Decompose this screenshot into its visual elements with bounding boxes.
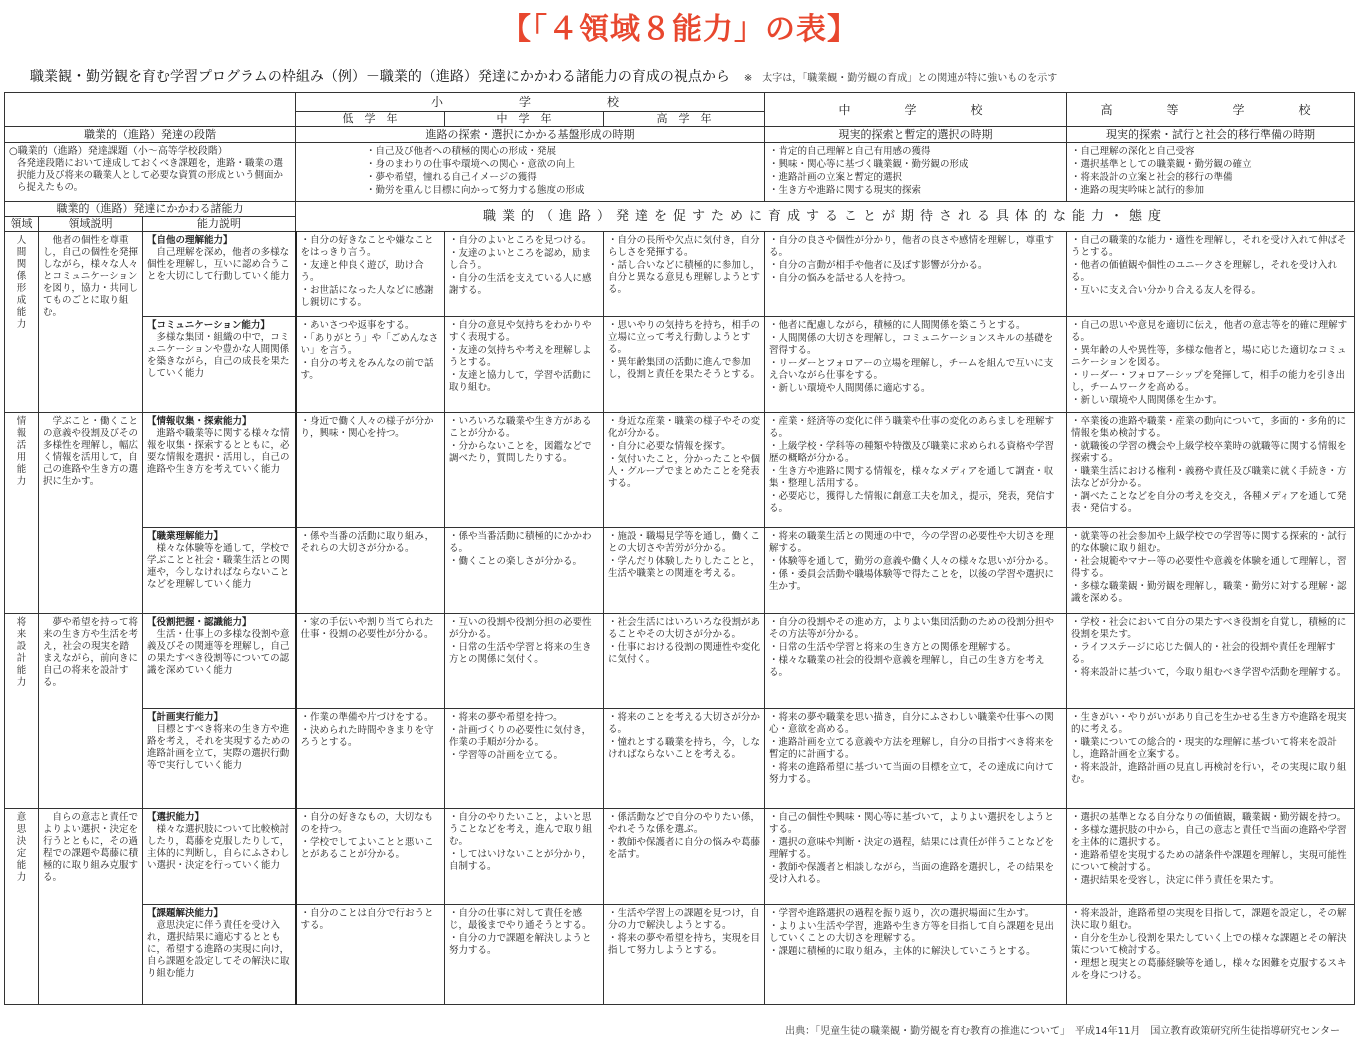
table-row bbox=[5, 809, 1355, 905]
list-item: ・就業等の社会参加や上級学校での学習等に関する探索的・試行的な体験に取り組む。 bbox=[1071, 531, 1347, 554]
list-item: ・将来設計，進路希望の実現を目指して，課題を設定し，その解決に取り組む。 bbox=[1071, 908, 1347, 931]
list-item: ・理想と現実との葛藤経験等を通し，様々な困難を克服するスキルを身につける。 bbox=[1071, 958, 1347, 981]
list-item: ・話し合いなどに積極的に参加し，自分と異なる意見も理解しようとする。 bbox=[608, 260, 761, 295]
list-item: ・友達と協力して，学習や活動に取り組む。 bbox=[449, 370, 592, 393]
list-item: ・作業の準備や片づけをする。 bbox=[300, 712, 434, 723]
list-item: ・お世話になった人などに感謝し親切にする。 bbox=[300, 285, 434, 308]
list-item: ・社会規範やマナー等の必要性や意義を体験を通して理解し，習得する。 bbox=[1071, 556, 1347, 579]
list-item: ・係や当番活動に積極的にかかわる。 bbox=[449, 531, 592, 554]
list-item: ・必要応じ，獲得した情報に創意工夫を加え，提示，発表，発信する。 bbox=[769, 491, 1055, 514]
list-item: ・分からないことを，図鑑などで調べたり，質問したりする。 bbox=[449, 441, 592, 464]
list-item: ・日常の生活や学習と将来の生き方との関係に気付く。 bbox=[449, 642, 592, 665]
domain-description: 学ぶこと・働くことの意義や役割及びその多様性を理解し，幅広く情報を活用して，自己の進路や生き方の選択に生かす。 bbox=[39, 413, 143, 614]
list-item: ・決められた時間やきまりを守ろうとする。 bbox=[300, 725, 434, 748]
list-item: ・自分のやりたいこと，よいと思うことなどを考え，進んで取り組む。 bbox=[449, 812, 593, 847]
competency-cell-middle bbox=[445, 905, 604, 1005]
list-item: ・選択の基準となる自分なりの価値観，職業観・勤労観を持つ。 bbox=[1071, 812, 1347, 823]
ability-text: 目標とすべき将来の生き方や進路を考え，それを実現するための進路計画を立て，実際の選択行動等で実行していく能力 bbox=[147, 724, 291, 771]
list-item: ・身のまわりの仕事や環境への関心・意欲の向上 bbox=[366, 159, 576, 170]
competency-cell-lower bbox=[296, 232, 445, 317]
ability-description bbox=[143, 809, 296, 905]
list-item: ・将来のことを考える大切さが分かる。 bbox=[608, 712, 761, 735]
competency-cell-middle bbox=[445, 317, 604, 413]
list-item: ・様々な職業の社会的役割や意義を理解し，自己の生き方を考える。 bbox=[769, 655, 1045, 678]
competency-cell-senior bbox=[1067, 317, 1355, 413]
ability-text: 多様な集団・組織の中で，コミュニケーションや豊かな人間関係を築きながら，自己の成長を果たしていく能力 bbox=[147, 332, 290, 379]
list-item: ・職業についての総合的・現実的な理解に基づいて将来を設計し，進路計画を立案する。 bbox=[1071, 737, 1337, 760]
page-subtitle bbox=[30, 66, 1350, 86]
ability-text: 様々な体験等を通して，学校で学ぶことと社会・職業生活との関連や，今しなければならないことなどを理解していく能力 bbox=[147, 543, 290, 590]
list-item: ・自分の長所や欠点に気付き，自分らしさを発揮する。 bbox=[608, 235, 760, 258]
competency-cell-senior bbox=[1067, 413, 1355, 528]
ability-title: 【自他の理解能力】 bbox=[147, 235, 233, 246]
list-item: ・選択の意味や判断・決定の過程，結果には責任が伴うことなどを理解する。 bbox=[769, 837, 1055, 860]
list-item: ・家の手伝いや割り当てられた仕事・役割の必要性が分かる。 bbox=[300, 617, 434, 640]
domain-name: 人 間 関 係 形 成 能 力 bbox=[5, 232, 39, 413]
header-blank bbox=[5, 93, 296, 127]
list-item: ・友達と仲良く遊び，助け合う。 bbox=[300, 260, 424, 283]
table-row bbox=[5, 528, 1355, 614]
competency-cell-junior bbox=[765, 528, 1067, 614]
ability-title: 【計画実行能力】 bbox=[147, 712, 224, 723]
page-title: 【「４領域８能力」の表】 bbox=[501, 12, 858, 47]
domain-description: 他者の個性を尊重し，自己の個性を発揮しながら，様々な人々とコミュニケーションを図り，協力・共同してものごとに取り組む。 bbox=[39, 232, 143, 413]
list-item: ・自分の意見や気持ちをわかりやすく表現する。 bbox=[449, 320, 592, 343]
header-middle-grade: 中 学 年 bbox=[445, 112, 604, 127]
list-item: ・勤労を重んじ目標に向かって努力する態度の形成 bbox=[366, 185, 585, 196]
competency-cell-senior bbox=[1067, 528, 1355, 614]
table-row bbox=[5, 614, 1355, 709]
header-lower-grade: 低 学 年 bbox=[296, 112, 445, 127]
competency-cell-middle bbox=[445, 232, 604, 317]
framework-table bbox=[4, 92, 1355, 1005]
competency-cell-middle bbox=[445, 413, 604, 528]
list-item: ・学習や進路選択の過程を振り返り，次の選択場面に生かす。 bbox=[769, 908, 1035, 919]
list-item: ・施設・職場見学等を通し，働くことの大切さや苦労が分かる。 bbox=[608, 531, 761, 554]
competency-cell-senior bbox=[1067, 614, 1355, 709]
task-label: ○職業的（進路）発達課題（小〜高等学校段階） bbox=[9, 146, 228, 157]
list-item: ・計画づくりの必要性に気付き，作業の手順が分かる。 bbox=[449, 725, 592, 748]
competency-cell-junior bbox=[765, 709, 1067, 809]
list-item: ・自分を生かし役割を果たしていく上での様々な課題とその解決策について検討する。 bbox=[1071, 933, 1347, 956]
competency-cell-upper bbox=[604, 232, 765, 317]
ability-description bbox=[143, 317, 296, 413]
list-item: ・「ありがとう」や「ごめんなさい」を言う。 bbox=[300, 333, 439, 356]
list-item: ・将来の夢や希望を持つ。 bbox=[449, 712, 563, 723]
competency-cell-lower bbox=[296, 413, 445, 528]
list-item: ・卒業後の進路や職業・産業の動向について，多面的・多角的に情報を集め検討する。 bbox=[1071, 416, 1347, 439]
task-desc: 各発達段階において達成しておくべき課題を，進路・職業の選択能力及び将来の職業人として必要な資質の形成という側面から捉えたもの。 bbox=[17, 158, 284, 193]
list-item: ・進路計画を立てる意義や方法を理解し，自分の目指すべき将来を暫定的に計画する。 bbox=[769, 737, 1054, 760]
ability-description bbox=[143, 413, 296, 528]
list-item: ・憧れとする職業を持ち，今，しなければならないことを考える。 bbox=[608, 737, 761, 760]
list-item: ・互いの役割や役割分担の必要性が分かる。 bbox=[449, 617, 592, 640]
list-item: ・興味・関心等に基づく職業観・勤労観の形成 bbox=[769, 159, 969, 170]
list-item: ・将来設計に基づいて，今取り組むべき学習や活動を理解する。 bbox=[1071, 667, 1347, 678]
list-item: ・学んだり体験したりしたことと，生活や職業との関連を考える。 bbox=[608, 556, 761, 579]
table-row bbox=[5, 232, 1355, 317]
stage-junior: 現実的探索と暫定的選択の時期 bbox=[765, 127, 1067, 143]
list-item: ・新しい環境や人間関係を生かす。 bbox=[1071, 395, 1223, 406]
competency-cell-junior bbox=[765, 905, 1067, 1005]
ability-title: 【課題解決能力】 bbox=[147, 908, 224, 919]
list-item: ・教師や保護者に自分の悩みや葛藤を話す。 bbox=[608, 837, 761, 860]
list-item: ・自分に必要な情報を探す。 bbox=[608, 441, 731, 452]
list-item: ・多様な職業観・勤労観を理解し，職業・勤労に対する理解・認識を深める。 bbox=[1071, 581, 1347, 604]
ability-description bbox=[143, 528, 296, 614]
ability-description bbox=[143, 232, 296, 317]
list-item: ・係や当番の活動に取り組み，それらの大切さが分かる。 bbox=[300, 531, 435, 554]
list-item: ・生活や学習上の課題を見つけ，自分の力で解決しようとする。 bbox=[608, 908, 760, 931]
abilities-label: 職業的（進路）発達にかかわる諸能力 bbox=[5, 202, 296, 217]
table-row bbox=[5, 709, 1355, 809]
ability-desc-col-header: 能力説明 bbox=[143, 217, 296, 232]
competency-cell-junior bbox=[765, 413, 1067, 528]
abilities-banner: 職業的（進路）発達を促すために育成することが期待される具体的な能力・態度 bbox=[296, 202, 1355, 232]
ability-text: 進路や職業等に関する様々な情報を収集・探索するとともに，必要な情報を選択・活用し，自己の進路や生き方を考えていく能力 bbox=[147, 428, 290, 475]
list-item: ・体験等を通して，勤労の意義や働く人々の様々な思いが分かる。 bbox=[769, 556, 1054, 567]
competency-cell-lower bbox=[296, 317, 445, 413]
list-item: ・自分の悩みを話せる人を持つ。 bbox=[769, 273, 912, 284]
list-item: ・あいさつや返事をする。 bbox=[300, 320, 415, 331]
list-item: ・自分の考えをみんなの前で話す。 bbox=[300, 358, 434, 381]
domain-desc-col-header: 領域説明 bbox=[39, 217, 143, 232]
list-item: ・産業・経済等の変化に伴う職業や仕事の変化のあらましを理解する。 bbox=[769, 416, 1055, 439]
ability-title: 【情報収集・探索能力】 bbox=[147, 416, 252, 427]
table-row bbox=[5, 413, 1355, 528]
competency-cell-senior bbox=[1067, 905, 1355, 1005]
task-junior bbox=[765, 143, 1067, 202]
list-item: ・友達の気持ちや考えを理解しようとする。 bbox=[449, 345, 592, 368]
domain-description: 自らの意志と責任でよりよい選択・決定を行うとともに，その過程での課題や葛藤に積極的に取り組み克服する。 bbox=[39, 809, 143, 1005]
list-item: ・多様な選択肢の中から，自己の意志と責任で当面の進路や学習を主体的に選択する。 bbox=[1071, 825, 1347, 848]
competency-cell-lower bbox=[296, 709, 445, 809]
competency-cell-lower bbox=[296, 905, 445, 1005]
list-item: ・自分の生活を支えている人に感謝する。 bbox=[449, 273, 592, 296]
competency-cell-upper bbox=[604, 317, 765, 413]
list-item: ・進路の現実吟味と試行的参加 bbox=[1071, 185, 1205, 196]
ability-description bbox=[143, 614, 296, 709]
task-cell bbox=[5, 143, 296, 202]
competency-cell-upper bbox=[604, 614, 765, 709]
list-item: ・ライフステージに応じた個人的・社会的役割や責任を理解する。 bbox=[1071, 642, 1336, 665]
list-item: ・進路希望を実現するための諸条件や課題を理解し，実現可能性について検討する。 bbox=[1071, 850, 1347, 873]
list-item: ・職業生活における権利・義務や責任及び職業に就く手続き・方法などが分かる。 bbox=[1071, 466, 1347, 489]
table-row bbox=[5, 905, 1355, 1005]
list-item: ・将来の夢や職業を思い描き，自分にふさわしい職業や仕事への関心・意欲を高める。 bbox=[769, 712, 1054, 735]
list-item: ・生きがい・やりがいがあり自己を生かせる生き方や進路を現実的に考える。 bbox=[1071, 712, 1347, 735]
list-item: ・将来の職業生活との関連の中で，今の学習の必要性や大切さを理解する。 bbox=[769, 531, 1054, 554]
competency-cell-lower bbox=[296, 614, 445, 709]
list-item: ・将来設計，進路計画の見直し再検討を行い，その実現に取り組む。 bbox=[1071, 762, 1347, 785]
list-item: ・将来設計の立案と社会的移行の準備 bbox=[1071, 172, 1233, 183]
list-item: ・互いに支え合い分かり合える友人を得る。 bbox=[1071, 285, 1262, 296]
list-item: ・課題に積極的に取り組み，主体的に解決していこうとする。 bbox=[769, 946, 1036, 957]
stage-label: 職業的（進路）発達の段階 bbox=[5, 127, 296, 143]
competency-cell-middle bbox=[445, 614, 604, 709]
domain-name: 将 来 設 計 能 力 bbox=[5, 614, 39, 809]
list-item: ・生き方や進路に関する情報を，様々なメディアを通して調査・収集・整理し活用する。 bbox=[769, 466, 1054, 489]
ability-title: 【コミュニケーション能力】 bbox=[147, 320, 270, 331]
list-item: ・リーダーとフォロアーの立場を理解し，チームを組んで互いに支え合いながら仕事をする。 bbox=[769, 358, 1054, 381]
domain-name: 意 思 決 定 能 力 bbox=[5, 809, 39, 1005]
competency-cell-upper bbox=[604, 709, 765, 809]
header-junior: 中 学 校 bbox=[765, 93, 1067, 127]
task-elementary bbox=[296, 143, 765, 202]
list-item: ・友達のよいところを認め，励まし合う。 bbox=[449, 248, 592, 271]
list-item: ・夢や希望，憧れる自己イメージの獲得 bbox=[366, 172, 537, 183]
domain-name: 情 報 活 用 能 力 bbox=[5, 413, 39, 614]
list-item: ・異年齢の人や異性等，多様な他者と，場に応じた適切なコミュニケーションを図る。 bbox=[1071, 345, 1347, 368]
header-upper-grade: 高 学 年 bbox=[604, 112, 765, 127]
competency-cell-upper bbox=[604, 809, 765, 905]
table-row bbox=[5, 317, 1355, 413]
stage-elementary: 進路の探索・選択にかかる基盤形成の時期 bbox=[296, 127, 765, 143]
ability-title: 【役割把握・認識能力】 bbox=[147, 617, 252, 628]
domain-description: 夢や希望を持って将来の生き方や生活を考え，社会の現実を踏まえながら，前向きに自己の将来を設計する。 bbox=[39, 614, 143, 809]
task-senior bbox=[1067, 143, 1355, 202]
list-item: ・自分の仕事に対して責任を感じ，最後までやり通そうとする。 bbox=[449, 908, 592, 931]
list-item: ・いろいろな職業や生き方があることが分かる。 bbox=[449, 416, 592, 439]
list-item: ・新しい環境や人間関係に適応する。 bbox=[769, 383, 931, 394]
competency-cell-senior bbox=[1067, 232, 1355, 317]
list-item: ・係活動などで自分のやりたい係，やれそうな係を選ぶ。 bbox=[608, 812, 761, 835]
list-item: ・自己の個性や興味・関心等に基づいて，よりよい選択をしようとする。 bbox=[769, 812, 1054, 835]
competency-cell-junior bbox=[765, 614, 1067, 709]
list-item: ・選択基準としての職業観・勤労観の確立 bbox=[1071, 159, 1252, 170]
header-senior: 高 等 学 校 bbox=[1067, 93, 1355, 127]
list-item: ・自己の職業的な能力・適性を理解し，それを受け入れて伸ばそうとする。 bbox=[1071, 235, 1347, 258]
list-item: ・調べたことなどを自分の考えを交え，各種メディアを通して発表・発信する。 bbox=[1071, 491, 1347, 514]
list-item: ・自分のよいところを見つける。 bbox=[449, 235, 592, 246]
ability-text: 自己理解を深め，他者の多様な個性を理解し，互いに認め合うことを大切にして行動していく能力 bbox=[147, 247, 290, 282]
source-footer: 出典：「児童生徒の職業観・勤労観を育む教育の推進について」 平成14年11月 国立教育政策研究所生徒指導研究センター bbox=[785, 1026, 1340, 1037]
competency-cell-junior bbox=[765, 809, 1067, 905]
competency-cell-senior bbox=[1067, 809, 1355, 905]
list-item: ・選択結果を受容し，決定に伴う責任を果たす。 bbox=[1071, 875, 1280, 886]
domain-col-header: 領域 bbox=[5, 217, 39, 232]
list-item: ・自分の役割やその進め方，よりよい集団活動のための役割分担やその方法等が分かる。 bbox=[769, 617, 1055, 640]
list-item: ・生き方や進路に関する現実的探索 bbox=[769, 185, 922, 196]
list-item: ・上級学校・学科等の種類や特徴及び職業に求められる資格や学習歴の概略が分かる。 bbox=[769, 441, 1055, 464]
list-item: ・学校・社会において自分の果たすべき役割を自覚し，積極的に役割を果たす。 bbox=[1071, 617, 1347, 640]
list-item: ・他者に配慮しながら，積極的に人間関係を築こうとする。 bbox=[769, 320, 1026, 331]
list-item: ・就職後の学習の機会や上級学校卒業時の就職等に関する情報を探索する。 bbox=[1071, 441, 1347, 464]
list-item: ・係・委員会活動や職場体験等で得たことを，以後の学習や選択に生かす。 bbox=[769, 569, 1055, 592]
ability-text: 生活・仕事上の多様な役割や意義及びその関連等を理解し，自己の果たすべき役割等についての認識を深めていく能力 bbox=[147, 629, 290, 676]
competency-cell-upper bbox=[604, 413, 765, 528]
ability-text: 様々な選択肢について比較検討したり，葛藤を克服したりして，主体的に判断し，自らにふさわしい選択・決定を行っていく能力 bbox=[147, 824, 290, 871]
list-item: ・自分の言動が相手や他者に及ぼす影響が分かる。 bbox=[769, 260, 988, 271]
competency-cell-middle bbox=[445, 709, 604, 809]
list-item: ・してはいけないことが分かり，自制する。 bbox=[449, 849, 592, 872]
list-item: ・人間関係の大切さを理解し，コミュニケーションスキルの基礎を習得する。 bbox=[769, 333, 1054, 356]
list-item: ・異年齢集団の活動に進んで参加し，役割と責任を果たそうとする。 bbox=[608, 357, 761, 380]
list-item: ・仕事における役割の関連性や変化に気付く。 bbox=[608, 642, 761, 665]
header-elementary: 小 学 校 bbox=[296, 93, 765, 112]
competency-cell-junior bbox=[765, 232, 1067, 317]
list-item: ・自分の好きなもの，大切なものを持つ。 bbox=[300, 812, 434, 835]
stage-senior: 現実的探索・試行と社会的移行準備の時期 bbox=[1067, 127, 1355, 143]
competency-cell-junior bbox=[765, 317, 1067, 413]
list-item: ・自己及び他者への積極的関心の形成・発展 bbox=[366, 146, 557, 157]
competency-cell-upper bbox=[604, 528, 765, 614]
list-item: ・他者の価値観や個性のユニークさを理解し，それを受け入れる。 bbox=[1071, 260, 1338, 283]
list-item: ・肯定的自己理解と自己有用感の獲得 bbox=[769, 146, 931, 157]
list-item: ・進路計画の立案と暫定的選択 bbox=[769, 172, 903, 183]
list-item: ・学校でしてよいことと悪いことがあることが分かる。 bbox=[300, 837, 434, 860]
list-item: ・身近な産業・職業の様子やその変化が分かる。 bbox=[608, 416, 761, 439]
list-item: ・自分のことは自分で行おうとする。 bbox=[300, 908, 434, 931]
list-item: ・思いやりの気持ちを持ち，相手の立場に立って考え行動しようとする。 bbox=[608, 320, 761, 355]
competency-cell-lower bbox=[296, 809, 445, 905]
list-item: ・将来の進路希望に基づいて当面の目標を立て，その達成に向けて努力する。 bbox=[769, 762, 1054, 785]
competency-cell-senior bbox=[1067, 709, 1355, 809]
list-item: ・日常の生活や学習と将来の生き方との関係を理解する。 bbox=[769, 642, 1017, 653]
ability-description bbox=[143, 709, 296, 809]
competency-cell-lower bbox=[296, 528, 445, 614]
ability-text: 意思決定に伴う責任を受け入れ，選択結果に適応するとともに，希望する進路の実現に向け，自ら課題を設定してその解決に取り組む能力 bbox=[147, 920, 290, 979]
subtitle-text: 職業観・勤労観を育む学習プログラムの枠組み（例）－職業的（進路）発達にかかわる諸能力の育成の視点から bbox=[30, 69, 730, 85]
list-item: ・働くことの楽しさが分かる。 bbox=[449, 556, 583, 567]
competency-cell-upper bbox=[604, 905, 765, 1005]
list-item: ・学習等の計画を立てる。 bbox=[449, 750, 564, 761]
list-item: ・将来の夢や希望を持ち，実現を目指して努力しようとする。 bbox=[608, 933, 761, 956]
ability-title: 【選択能力】 bbox=[147, 812, 205, 823]
list-item: ・よりよい生活や学習，進路や生き方等を目指して自ら課題を見出していくことの大切さを理解する。 bbox=[769, 921, 1055, 944]
competency-cell-middle bbox=[445, 528, 604, 614]
ability-description bbox=[143, 905, 296, 1005]
list-item: ・自分の好きなことや嫌なことをはっきり言う。 bbox=[300, 235, 434, 258]
list-item: ・自己理解の深化と自己受容 bbox=[1071, 146, 1195, 157]
list-item: ・教師や保護者と相談しながら，当面の進路を選択し，その結果を受け入れる。 bbox=[769, 862, 1055, 885]
subtitle-note: ※ 太字は，「職業観・勤労観の育成」との関連が特に強いものを示す bbox=[743, 73, 1058, 84]
ability-title: 【職業理解能力】 bbox=[147, 531, 224, 542]
list-item: ・自分の良さや個性が分かり，他者の良さや感情を理解し，尊重する。 bbox=[769, 235, 1055, 258]
list-item: ・リーダー・フォロアーシップを発揮して，相手の能力を引き出し，チームワークを高める。 bbox=[1071, 370, 1346, 393]
list-item: ・身近で働く人々の様子が分かり，興味・関心を持つ。 bbox=[300, 416, 434, 439]
list-item: ・自分の力で課題を解決しようと努力する。 bbox=[449, 933, 592, 956]
list-item: ・社会生活にはいろいろな役割があることやその大切さが分かる。 bbox=[608, 617, 761, 640]
list-item: ・気付いたこと，分かったことや個人・グループでまとめたことを発表する。 bbox=[608, 454, 761, 489]
list-item: ・自己の思いや意見を適切に伝え，他者の意志等を的確に理解する。 bbox=[1071, 320, 1348, 343]
competency-cell-middle bbox=[445, 809, 604, 905]
